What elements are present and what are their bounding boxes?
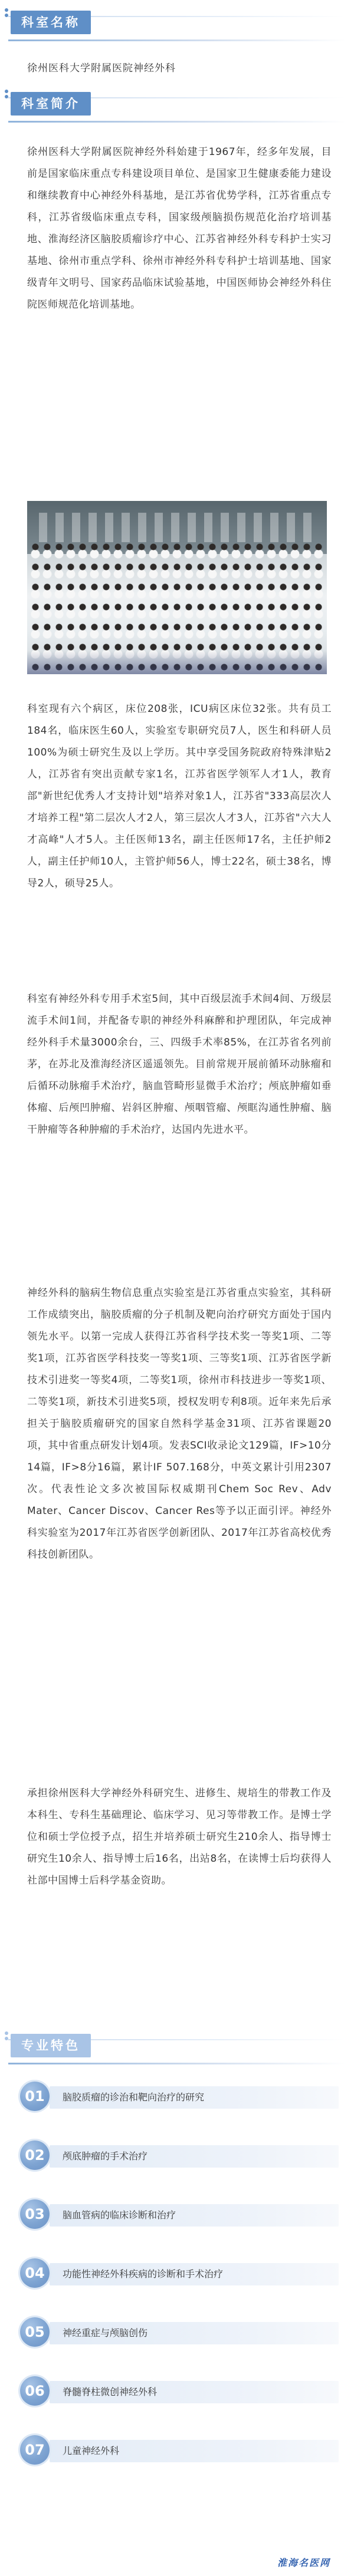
feature-text: 功能性神经外科疾病的诊断和手术治疗 — [63, 2268, 224, 2280]
section-title: 科室名称 — [11, 11, 91, 34]
intro-paragraph-5: 承担徐州医科大学神经外科研究生、进修生、规培生的带教工作及本科生、专科生基础理论、临床学习、见习等带教工作。是博士学位和硕士学位授予点，招生并培养硕士研究生210余人、指导博士研究生10余人、指导博士后16名，出站8名，在读博士后均获得人社部中国博士后科学基金资助。 — [27, 1787, 332, 1886]
section-title: 专业特色 — [11, 2034, 91, 2057]
feature-item — [20, 2137, 339, 2175]
feature-number: 07 — [20, 2435, 50, 2465]
intro-paragraph-2: 科室现有六个病区，床位208张，ICU病区床位32张。共有员工184名，临床医生60人，实验室专职研究员7人，医生和科研人员100%为硕士研究生及以上学历。其中享受国务院政府特殊津贴2人，江苏省有突出贡献专家1名，江苏省医学领军人才1人，教育部"新世纪优秀人才支持计划"培养对象1人，江苏省"333高层次人才培养工程"第二层次人才2人，第三层次人才3人，江苏省"六大人才高峰"人才5人。主任医师13名，副主任医师17名，主任护师2人，副主任护师10人，主管护师56人，博士22名，硕士38名，博导2人，硕导25人。 — [27, 703, 332, 889]
feature-item — [20, 2255, 339, 2293]
feature-text: 颅底肿瘤的手术治疗 — [63, 2150, 148, 2162]
decor-dots-icon — [5, 2031, 11, 2037]
feature-number: 05 — [20, 2317, 50, 2347]
feature-text: 脑血管病的临床诊断和治疗 — [63, 2209, 176, 2221]
feature-item — [20, 2196, 339, 2234]
feature-number: 06 — [20, 2376, 50, 2406]
intro-paragraph-3: 科室有神经外科专用手术室5间，其中百级层流手术间4间、万级层流手术间1间，并配备专职的神经外科麻醉和护理团队，年完成神经外科手术量3000余台，三、四级手术率85%，在江苏省名列前茅，在苏北及淮海经济区遥遥领先。目前常规开展前循环动脉瘤和后循环动脉瘤手术治疗，脑血管畸形显微手术治疗；颅底肿瘤如垂体瘤、后颅凹肿瘤、岩斜区肿瘤、颅咽管瘤、颅眶沟通性肿瘤、脑干肿瘤等各种肿瘤的手术治疗，达国内先进水平。 — [27, 993, 332, 1136]
intro-paragraph-4: 神经外科的脑病生物信息重点实验室是江苏省重点实验室，其科研工作成绩突出，脑胶质瘤的分子机制及靶向治疗研究方面处于国内领先水平。以第一完成人获得江苏省科学技术奖一等奖1项、二等奖1项，江苏省医学科技奖一等奖1项、三等奖1项、江苏省医学新技术引进奖一等奖4项，二等奖1项，徐州市科技进步一等奖1项、二等奖1项，新技术引进奖5项，授权发明专利8项。近年来先后承担关于脑胶质瘤研究的国家自然科学基金31项、江苏省课题20项，其中省重点研发计划4项。发表SCI收录论文129篇，IF>10分14篇，IF>8分16篇，累计IF 507.168分，中英文累计引用2307次。代表性论文多次被国际权威期刊Chem Soc Rev、Adv Mater、Cancer Discov、Cancer Res等予以正面引评。神经外科实验室为2017年江苏省医学创新团队、2017年江苏省高校优秀科技创新团队。 — [27, 1287, 332, 1561]
decor-dots-icon — [5, 90, 11, 95]
feature-number: 03 — [20, 2199, 50, 2229]
feature-text: 脊髓脊柱微创神经外科 — [63, 2386, 158, 2397]
feature-item — [20, 2314, 339, 2351]
feature-item — [20, 2432, 339, 2469]
intro-paragraph-1: 徐州医科大学附属医院神经外科始建于1967年，经多年发展，目前是国家临床重点专科建设项目单位、是国家卫生健康委能力建设和继续教育中心神经外科基地，是江苏省优势学科，江苏省重点专科，江苏省级临床重点专科，国家级颅脑损伤规范化治疗培训基地、淮海经济区脑胶质瘤诊疗中心、江苏省神经外科专科护士实习基地、徐州市重点学科、徐州市神经外科专科护士培训基地、国家级青年文明号、国家药品临床试验基地，中国医师协会神经外科住院医师规范化培训基地。 — [27, 146, 332, 311]
front-row — [27, 651, 327, 674]
section-title: 科室简介 — [11, 92, 91, 116]
divider — [8, 121, 346, 123]
divider — [8, 39, 346, 41]
divider — [8, 2063, 346, 2064]
feature-text: 脑胶质瘤的诊治和靶向治疗的研究 — [63, 2092, 205, 2103]
feature-text: 儿童神经外科 — [63, 2445, 120, 2456]
decor-dots-icon — [5, 8, 11, 14]
feature-item — [20, 2373, 339, 2410]
feature-number: 04 — [20, 2258, 50, 2288]
section-header-dept-name — [0, 0, 354, 47]
section-header-features — [0, 2023, 354, 2070]
section-header-intro — [0, 81, 354, 128]
dept-name: 徐州医科大学附属医院神经外科 — [27, 62, 176, 74]
feature-text: 神经重症与颅脑创伤 — [63, 2327, 148, 2338]
team-photo — [27, 501, 327, 674]
feature-number: 02 — [20, 2140, 50, 2170]
site-watermark: 淮海名医网 — [277, 2557, 331, 2568]
feature-item — [20, 2078, 339, 2116]
feature-number: 01 — [20, 2082, 50, 2111]
